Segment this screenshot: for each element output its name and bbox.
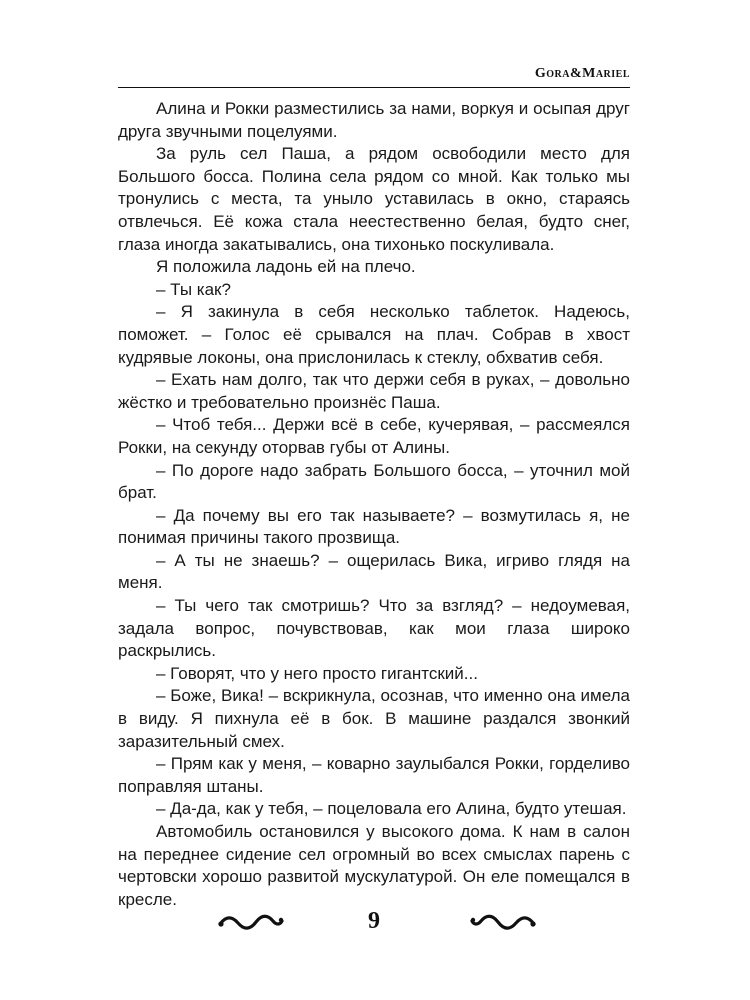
- paragraph: – Я закинула в себя несколько таблеток. Надеюсь, поможет. – Голос её срывался на плач. Собрав в хвост кудрявые локоны, она прислонилась к стеклу, обхватив себя.: [118, 302, 630, 367]
- header-rule: [118, 87, 630, 88]
- paragraph: – А ты не знаешь? – ощерилась Вика, игриво глядя на меня.: [118, 550, 630, 593]
- paragraph: – Да-да, как у тебя, – поцеловала его Алина, будто утешая.: [156, 799, 627, 819]
- paragraph: – Боже, Вика! – вскрикнула, осознав, что именно она имела в виду. Я пихнула её в бок. В машине раздался звонкий заразительный смех.: [118, 686, 630, 751]
- text-body: [118, 98, 630, 911]
- paragraph: – Ты как?: [156, 279, 231, 299]
- paragraph: За руль сел Паша, а рядом освободили место для Большого босса. Полина села рядом со мной. Как только мы тронулись с места, та уныло уставилась в окно, стараясь отвлечься. Её кожа стала неестественно белая, будто снег, глаза иногда закатывались, она тихонько поскуливала.: [118, 144, 630, 254]
- paragraph: – Говорят, что у него просто гигантский...: [156, 663, 478, 683]
- paragraph: Автомобиль остановился у высокого дома. К нам в салон на переднее сидение сел огромный во всех смыслах парень с чертовски хорошо развитой мускулатурой. Он еле помещался в кресле.: [118, 822, 630, 909]
- squiggle-ornament-right-icon: [470, 908, 536, 938]
- page-footer: [118, 906, 630, 946]
- paragraph: – Да почему вы его так называете? – возмутилась я, не понимая причины такого прозвища.: [118, 505, 630, 548]
- paragraph: – По дороге надо забрать Большого босса, – уточнил мой брат.: [118, 460, 630, 503]
- paragraph: – Чтоб тебя... Держи всё в себе, кучерявая, – рассмеялся Рокки, на секунду оторвав губы от Алины.: [118, 415, 630, 457]
- paragraph: – Ехать нам долго, так что держи себя в руках, – довольно жёстко и требовательно произнёс Паша.: [118, 370, 630, 412]
- paragraph: – Прям как у меня, – коварно заулыбался Рокки, горделиво поправляя штаны.: [118, 754, 630, 796]
- paragraph: Алина и Рокки разместились за нами, воркуя и осыпая друг друга звучными поцелуями.: [118, 99, 630, 141]
- page-number: 9: [368, 908, 380, 934]
- header-title: Gora&Mariel: [534, 66, 630, 81]
- paragraph: Я положила ладонь ей на плечо.: [156, 257, 416, 277]
- running-header: [118, 66, 630, 88]
- paragraph: – Ты чего так смотришь? Что за взгляд? – недоумевая, задала вопрос, почувствовав, как мои глаза широко раскрылись.: [118, 596, 630, 661]
